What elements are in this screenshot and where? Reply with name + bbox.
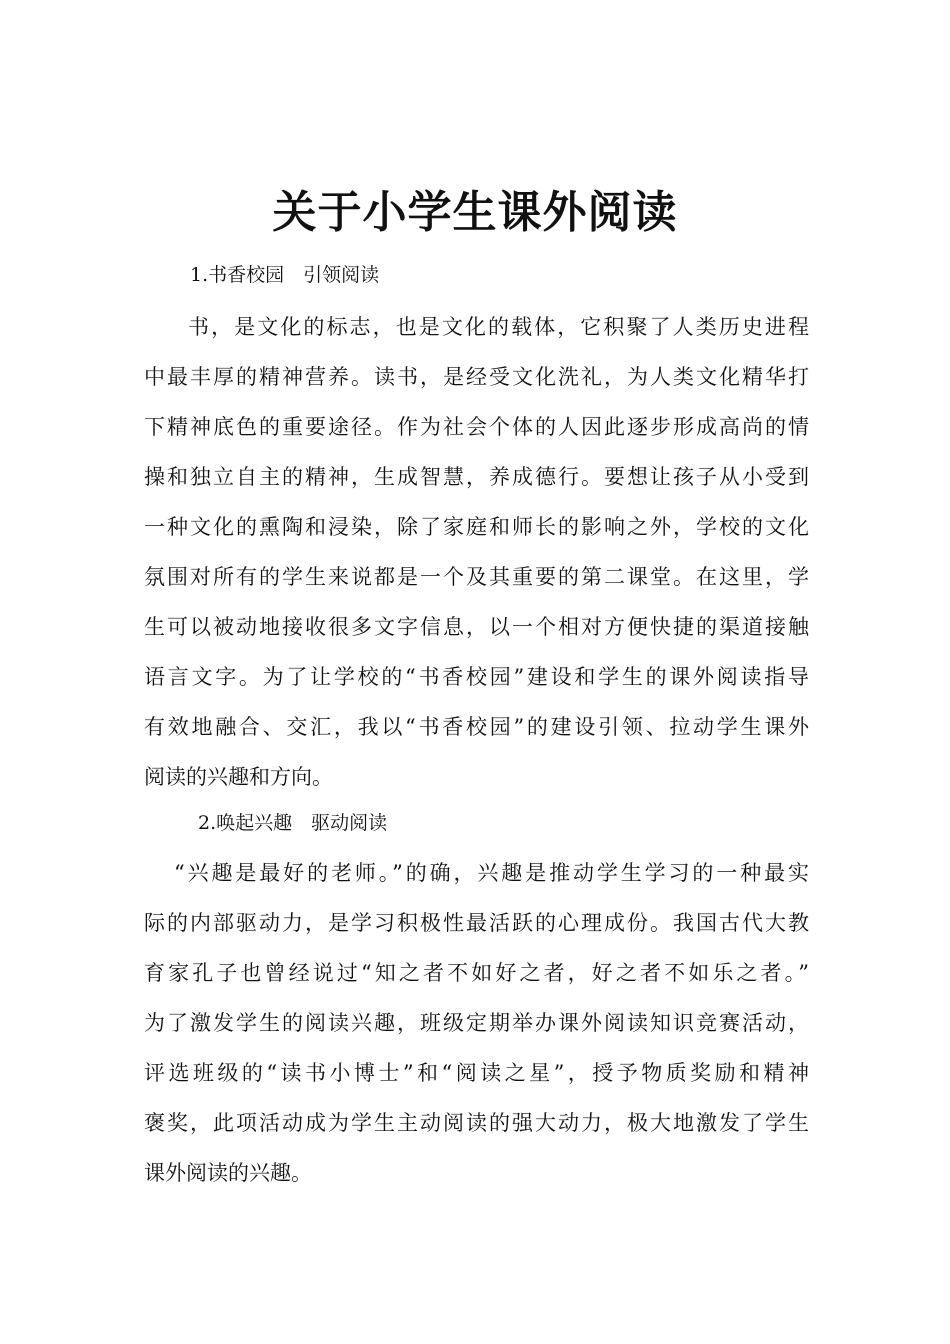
paragraph-line: 书，是文化的标志，也是文化的载体，它积聚了人类历史进程 [188, 315, 809, 339]
paragraph-line: 课外阅读的兴趣。 [144, 1161, 312, 1185]
paragraph-line: “兴趣是最好的老师。”的确，兴趣是推动学生学习的一种最实 [174, 861, 809, 885]
paragraph-line: 语言文字。为了让学校的“书香校园”建设和学生的课外阅读指导 [144, 665, 809, 689]
paragraph-line: 操和独立自主的精神，生成智慧，养成德行。要想让孩子从小受到 [144, 465, 809, 489]
paragraph-line: 中最丰厚的精神营养。读书，是经受文化洗礼，为人类文化精华打 [144, 365, 809, 389]
document-title: 关于小学生课外阅读 [272, 187, 678, 238]
paragraph-line: 评选班级的“读书小博士”和“阅读之星”，授予物质奖励和精神 [144, 1061, 809, 1085]
paragraph-line: 下精神底色的重要途径。作为社会个体的人因此逐步形成高尚的情 [144, 415, 809, 439]
section-2-paragraph [144, 856, 809, 1206]
paragraph-line: 氛围对所有的学生来说都是一个及其重要的第二课堂。在这里，学 [144, 565, 809, 589]
paragraph-line: 有效地融合、交汇，我以“书香校园”的建设引领、拉动学生课外 [144, 715, 809, 739]
paragraph-line: 育家孔子也曾经说过“知之者不如好之者，好之者不如乐之者。” [144, 961, 809, 985]
section-heading-1: 1.书香校园 引领阅读 [190, 264, 380, 286]
paragraph-line: 际的内部驱动力，是学习积极性最活跃的心理成份。我国古代大教 [144, 911, 809, 935]
paragraph-line: 生可以被动地接收很多文字信息，以一个相对方便快捷的渠道接触 [144, 615, 809, 639]
paragraph-line: 为了激发学生的阅读兴趣，班级定期举办课外阅读知识竞赛活动， [144, 1011, 809, 1035]
paragraph-line: 褒奖，此项活动成为学生主动阅读的强大动力，极大地激发了学生 [144, 1111, 809, 1135]
section-heading-2: 2.唤起兴趣 驱动阅读 [198, 812, 388, 834]
paragraph-line: 阅读的兴趣和方向。 [144, 765, 333, 789]
paragraph-line: 一种文化的熏陶和浸染，除了家庭和师长的影响之外，学校的文化 [144, 515, 809, 539]
section-1-paragraph [144, 310, 809, 810]
